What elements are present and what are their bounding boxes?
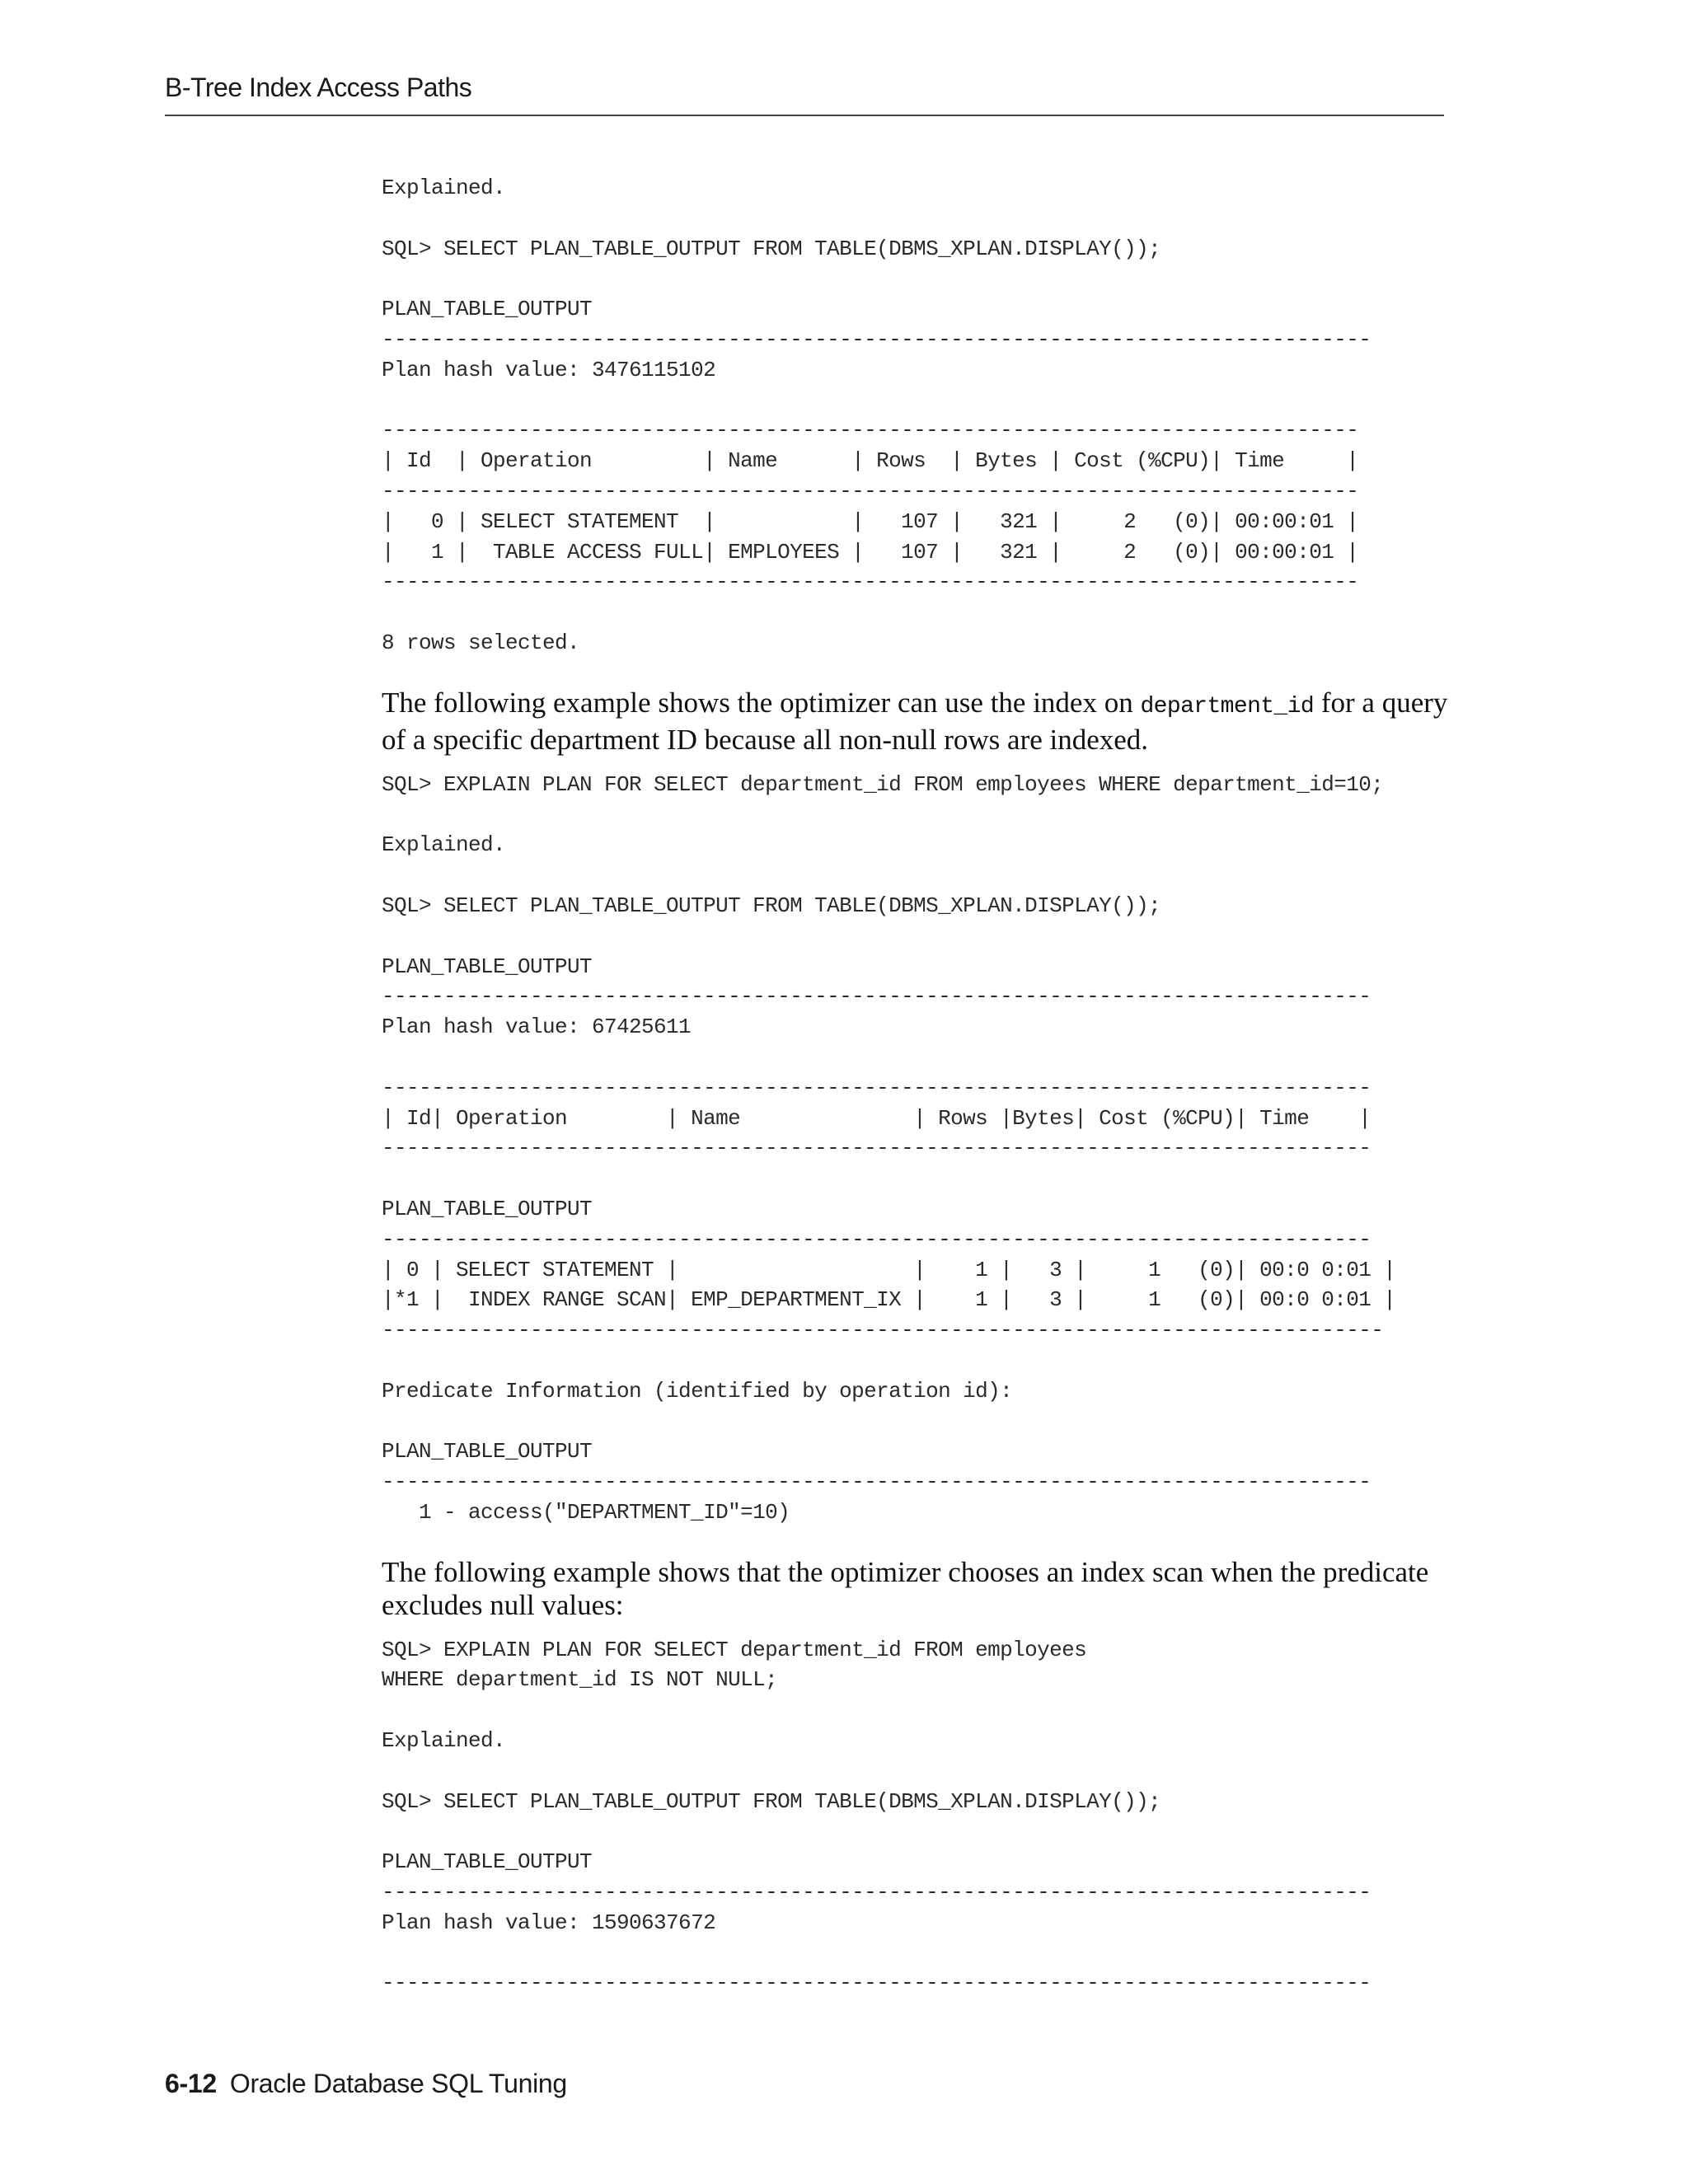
page-number: 6-12 xyxy=(165,2069,217,2098)
paragraph-text-start: The following example shows the optimizer can use the index on xyxy=(382,686,1141,719)
paragraph-text-end: for a query of a specific department ID because all non-null rows are indexed. xyxy=(382,686,1448,756)
running-header: B-Tree Index Access Paths xyxy=(165,73,472,102)
paragraph-index-scan-not-null: The following example shows that the optimizer chooses an index scan when the predicate excludes null values: xyxy=(382,1555,1429,1621)
book-title: Oracle Database SQL Tuning xyxy=(229,2069,567,2098)
header-divider xyxy=(165,115,1444,116)
code-block-not-null-plan: SQL> EXPLAIN PLAN FOR SELECT department_id FROM employees WHERE department_id IS NOT NULL; Explained. SQL> SELECT PLAN_TABLE_OUTPUT FROM TABLE(DBMS_XPLAN.DISPLAY()); PLAN_TABLE_OUTPUT -------------------------------------------------------------------------------- Plan hash value: 1590637672 -------------------------------------------------------------------------------- xyxy=(382,1637,1372,1996)
paragraph-index-department-id xyxy=(382,687,1453,757)
page-footer xyxy=(165,2069,567,2099)
code-block-index-range-scan: SQL> EXPLAIN PLAN FOR SELECT department_id FROM employees WHERE department_id=10; Explained. SQL> SELECT PLAN_TABLE_OUTPUT FROM TABLE(DBMS_XPLAN.DISPLAY()); PLAN_TABLE_OUTPUT -------------------------------------------------------------------------------- Plan hash value: 67425611 -------------------------------------------------------------------------------- | Id| Operation | Name | Rows |Bytes| Cost (%CPU)| Time | -------------------------------------------------------------------------------- PLAN_TABLE_OUTPUT -------------------------------------------------------------------------------- | 0 | SELECT STATEMENT | | 1 | 3 | 1 (0)| 00:0 0:01 | |*1 | INDEX RANGE SCAN| EMP_DEPARTMENT_IX | 1 | 3 | 1 (0)| 00:0 0:01 | --------------------------------------------------------------------------------- Predicate Information (identified by operation id): PLAN_TABLE_OUTPUT -------------------------------------------------------------------------------- 1 - access("DEPARTMENT_ID"=10) xyxy=(382,771,1396,1525)
inline-code-department-id: department_id xyxy=(1140,693,1315,719)
code-block-display-plan-employees: Explained. SQL> SELECT PLAN_TABLE_OUTPUT FROM TABLE(DBMS_XPLAN.DISPLAY()); PLAN_TABLE_OUTPUT -------------------------------------------------------------------------------- Plan hash value: 3476115102 ------------------------------------------------------------------------------- | Id | Operation | Name | Rows | Bytes | Cost (%CPU)| Time | ------------------------------------------------------------------------------- | 0 | SELECT STATEMENT | | 107 | 321 | 2 (0)| 00:00:01 | | 1 | TABLE ACCESS FULL| EMPLOYEES | 107 | 321 | 2 (0)| 00:00:01 | ------------------------------------------------------------------------------- 8 rows selected. xyxy=(382,176,1372,655)
page-content xyxy=(382,173,1453,1999)
